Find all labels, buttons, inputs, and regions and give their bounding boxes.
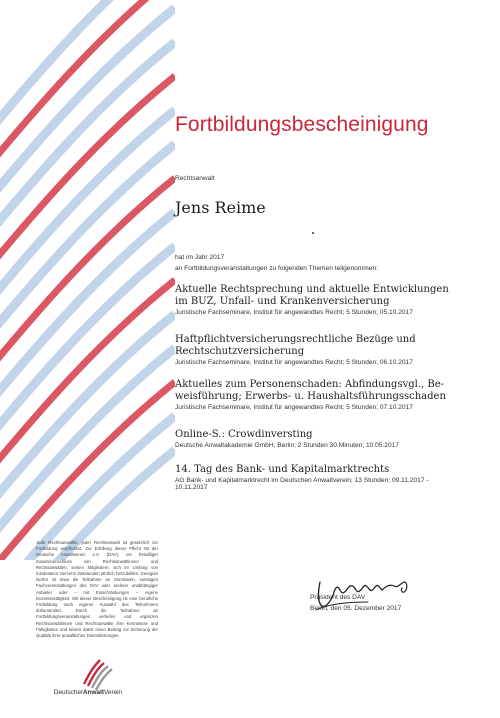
intro-text: an Fortbildungsveranstaltungen zu folgenden Themen teilgenommen: [175,265,378,272]
recipient-name: Jens Reime [175,198,266,217]
dav-logo-wordmark [38,689,138,696]
fortbildung-notice: Jede Rechtsanwältin, jeder Rechtsanwalt ist gesetzlich zur Fortbildung verpflichtet. Zur Erfüllung dieser Pflicht rät der Deutsche Anwaltverein e.V. (DAV), ein freiwilliger Zusammenschluss von Rechtsanwältinnen und Rechtsanwälten, seinen Mitgliedern, sich im Umfang von mindestens Vierzehn Zeitstunden jährlich fortzubilden. Geeignet hierfür ist etwa die Teilnahme an Seminaren, sonstigen Fachveranstaltungen des DAV oder anderer unabhängiger Anbieter oder – mit Einschränkungen – eigene Dozententätigkeit. Mit dieser Bescheinigung ist eine berufliche Fortbildung nach eigener Auswahl des Teilnehmers dokumentiert. Durch die Teilnahme an Fortbildungsveranstaltungen vertiefen und ergänzen Rechtsanwältinnen und Rechtsanwälte ihre Kenntnisse und Fähigkeiten und leisten damit einen Beitrag zur Sicherung der Qualität ihrer anwaltlichen Dienstleistungen. [36,540,158,639]
course-title-line: Haftpflichtversicherungsrechtliche Bezüge und [175,334,416,345]
course-title: Online-S.: Crowdinversting [175,429,313,440]
course-title-line: weisführung; Erwerbs- u. Haushaltsführungsschaden [175,391,446,402]
logo-text-end: Verein [103,689,123,696]
course-entry [175,464,480,491]
intro-year: hat im Jahr 2017 [175,254,225,261]
course-detail-continued: 10.11.2017 [175,484,208,491]
course-title-line: Aktuelle Rechtsprechung und aktuelle Entwicklungen [175,284,449,295]
course-detail: AG Bank- und Kapitalmarktrecht im Deutschen Anwaltverein; 13 Stunden; 09.11.2017 - [175,477,429,484]
course-title [175,379,480,403]
course-detail: Juristische Fachseminare, Institut für angewandtes Recht; 5 Stunden; 05.10.2017 [175,309,413,316]
signature-place-date: Berlin, den 05. Dezember 2017 [310,605,402,612]
logo-text-regular: Deutscher [53,689,84,696]
course-entry [175,429,480,449]
course-entry [175,379,480,411]
course-entry [175,284,480,316]
course-detail: Juristische Fachseminare, Institut für angewandtes Recht; 5 Stunden; 07.10.2017 [175,404,413,411]
decorative-stripes [0,0,175,560]
course-title-line: Aktuelles zum Personenschaden: Abfindungsvgl., Be- [175,379,445,390]
logo-text-bold: Anwalt [83,689,104,696]
course-title: 14. Tag des Bank- und Kapitalmarktrechts [175,464,390,475]
course-title [175,284,480,308]
course-detail: Deutsche Anwaltakademie GmbH, Berlin; 2 Stunden 30 Minuten; 10.05.2017 [175,442,399,449]
stray-mark [312,232,314,234]
course-title-line: Rechtschutzversicherung [175,346,305,357]
recipient-role: Rechtsanwalt [175,175,215,182]
course-detail: Juristische Fachseminare, Institut für angewandtes Recht; 5 Stunden; 06.10.2017 [175,359,413,366]
course-title-line: im BUZ, Unfall- und Krankenversicherung [175,296,390,307]
blue-stripe [0,416,175,560]
certificate-title: Fortbildungsbescheinigung [175,113,429,136]
signatory-title: Präsident des DAV [310,594,366,601]
course-entry [175,334,480,366]
course-title [175,334,480,358]
